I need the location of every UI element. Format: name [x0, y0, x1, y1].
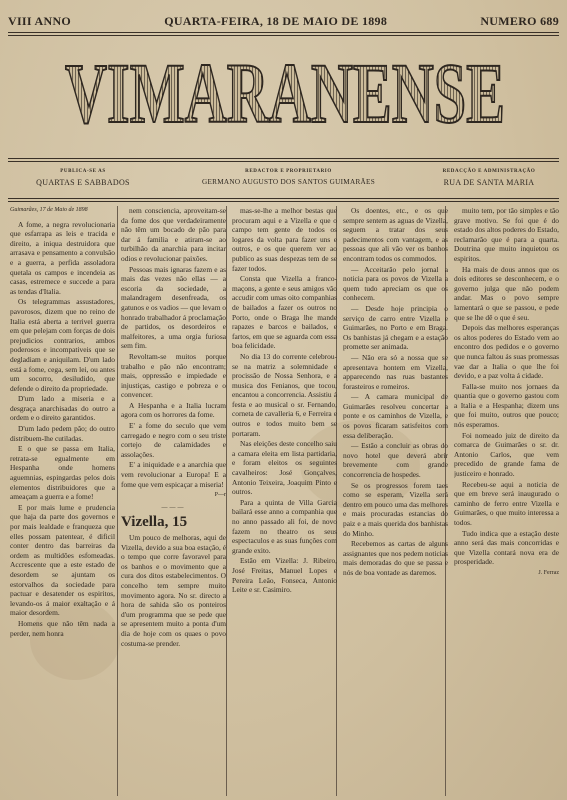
paragraph: E o que se passa em Italia, retrata-se egualmente em Hespanha onde homens aguemnias, espingardas pelos dois elementos distribuidores que a ameaçam a guerra e a fome!	[10, 444, 115, 502]
editor-label: REDACTOR E PROPRIETARIO	[245, 169, 332, 174]
paragraph: Recebemos as cartas de alguns assignantes que nos pedem noticias mais demoradas do que se passa e nós de boa vontade as daremos.	[343, 539, 448, 577]
paragraph: Foi nomeado juiz de direito da comarca de Guimarães o sr. dr. Antonio Carlos, que vem precedido de grande fama de justiceiro e honrado.	[454, 430, 559, 479]
article-dateline: Guimarães, 17 de Maio de 1898	[10, 207, 88, 213]
paragraph: Os doentes, etc., e os que sempre sentem as aguas de Vizella, seguem a tratar dos seus padecimentos com vantagem, e as pessoas que ali vão ver os banhos encontram todos os commodos.	[343, 206, 448, 263]
column-5	[454, 206, 559, 796]
header-rule	[8, 32, 559, 33]
column-2	[121, 206, 226, 796]
editor-name: GERMANO AUGUSTO DOS SANTOS GUIMARÃES	[201, 178, 376, 186]
column-3	[232, 206, 337, 796]
paragraph: Revoltam-se muitos porque trabalho e pão não encontram; mais, oppressão e impiedade e injustiças, castigo e pobreza e o convencer.	[121, 351, 226, 400]
date-line: QUARTA-FEIRA, 18 DE MAIO DE 1898	[164, 13, 388, 28]
column-3-paragraphs	[232, 206, 337, 595]
paragraph: — Desde hoje principia o serviço de carro entre Vizella e Guimarães, no Porto e em Braga. Os banhistas já chegam e a estação promette ser animada.	[343, 303, 448, 352]
section-divider: ———	[161, 504, 186, 511]
info-rule	[8, 198, 559, 199]
masthead-rule	[8, 161, 559, 162]
paragraph: A Hespanha e a Italia lucram agora com os horrores da fome.	[121, 400, 226, 420]
column-2-paragraphs	[121, 206, 226, 489]
column-4	[343, 206, 448, 796]
paragraph: E' a fome do seculo que vem carregado e negro com o seu triste cortejo de calamidades e assolações.	[121, 421, 226, 459]
office-address: RUA DE SANTA MARIA	[443, 178, 535, 187]
year-label: VIII ANNO	[8, 13, 72, 28]
paragraph: mas-se-lhe a melhor bestas que procuram aqui e a Vizella e que o campo tem gente de todos os logares da volta para fazer uns e outros, e os que querem ver ao publico as suas despezas tem de se fazer todos.	[232, 206, 337, 273]
article-columns	[10, 206, 559, 796]
publication-days: QUARTAS E SABBADOS	[36, 178, 130, 187]
masthead-rule	[8, 158, 559, 159]
publication-label: PUBLICA-SE AS	[60, 169, 106, 174]
publication-info	[8, 166, 559, 192]
paragraph: E' a iniquidade e a anarchia que vem revolucionar a Europa! E a fome que vem espicaçar a miseria!	[121, 460, 226, 489]
paragraph: nem consciencia, aproveitam-se da fome dos que verdadeiramente não têm um bocado de pão para dar á familia e atiram-se ao turbilhão da anarchia para incitar odios e revolucionar paixões.	[121, 206, 226, 263]
masthead	[60, 44, 510, 136]
paragraph: Para a quinta de Villa Garcia bailará esse anno a companhia que no anno passado ali foi, de novo fazem no theatro os seus espectaculos e as suas funções com grande exito.	[232, 497, 337, 555]
column-1-paragraphs	[10, 220, 115, 639]
paragraph: Um pouco de melhoras, aqui de Vizella, devido a sua boa estação, é o tempo que corre favoravel para os banhos e o movimento que a cura dos ditos estabelecimentos. O concelho tem sempre muito movimento agora. No sr. directo a hora de sahida são os ponteiros d'um programma que se pede que se apresentem muito a ponta d'um dia de hoje com os quaes o povo costuma-se prender.	[121, 533, 226, 648]
paragraph: Ha mais de dous annos que os dois editores se desconhecem, e o governo julga que não podem andar. Mas o povo sempre lamentará o que se passou, e pede que se lhe dê o que é seu.	[454, 264, 559, 322]
paragraph: Os telegrammas assustadores, pavorosos, dizem que no reino de Italia está aberta a terrivel guerra em que pelejam com forças de dois prejudicios contrarios, ambos poderosos e incompativeis que se degladiam e aniquilam. D'um lado está a fome, cega, sem lei, ou antes um socorro, desiludido, que defende o direito da propriedade.	[10, 297, 115, 393]
paragraph: — Estão a concluir as obras do novo hotel que deverá abrir brevemente com grande concorrencia de hospedes.	[343, 441, 448, 480]
paragraph: Nas eleições deste concelho saiu a camara eleita em lista partidaria, e foram eleitos os seguintes cavalheiros: José Gonçalves, Antonio Teixeira, Joaquim Pinto e outros.	[232, 439, 337, 497]
issue-number: NUMERO 689	[480, 13, 559, 28]
info-rule	[8, 201, 559, 202]
header-line	[8, 14, 559, 28]
paragraph: Depois das melhores esperanças os altos poderes do Estado vem ao encontro dos pedidos e o governo que nunca faltou ás suas promessas vae dar a Italia o que lhe foi devido, e a paz volta á cidade.	[454, 323, 559, 381]
vizella-heading: Vizella, 15	[121, 514, 188, 531]
paragraph: A fome, a negra revolucionaria que esfarrapa as leis e tracida e direito, a iniqua destruidora que arrasava e pensamento a convulsão e a guerra, a perfida assoladora quetala os campos e incendeia as casas, estremece e succede a para as tendas d'Italia.	[10, 219, 115, 296]
correspondent-signature: J. Ferraz	[538, 569, 559, 576]
paragraph: Homens que não têm nada a perder, nem honra	[10, 618, 115, 638]
article-signature: P—r	[214, 492, 226, 499]
vizella-paragraphs-col2	[121, 533, 226, 648]
office-label: REDACÇÃO E ADMINISTRAÇÃO	[442, 169, 536, 174]
publication-days-block	[8, 166, 158, 188]
paragraph: Falla-se muito nos jornaes da quantia que o governo gastou com a Italia e a Hespanha; dizem uns que foi muito, outros que pouco; nós esperamos.	[454, 381, 559, 430]
editor-block	[169, 166, 409, 188]
column-4-paragraphs	[343, 206, 448, 578]
paragraph: Estão em Vizella: J. Ribeiro, José Freitas, Manuel Lopes e Pereira Leão, Fonseca, Antonio Leite e sr. Casimiro.	[232, 556, 337, 595]
masthead-title-graphic	[60, 44, 510, 136]
header-rule	[8, 35, 559, 36]
paragraph: Tudo indica que a estação deste anno será das mais concorridas e que Vizella contará nova era de prosperidade.	[454, 528, 559, 567]
paragraph: Se os progressos forem taes como se esperam, Vizella será dentro em pouco uma das melhores e mais procuradas estancias do paiz e a mais querida dos banhistas do Minho.	[343, 480, 448, 538]
paragraph: — Acceitarão pelo jornal a noticia para os povos de Vizella a quem tudo apreciam os que os conhecem.	[343, 264, 448, 303]
paragraph: Recebeu-se aqui a noticia de que em breve será inaugurado o caminho de ferro entre Vizella e Guimarães, o que muito interessa a todos.	[454, 479, 559, 527]
paragraph: — Não era só a nossa que se apresentava hontem em Vizella, apparecendo nas ruas bastantes forasteiros e romeiros.	[343, 352, 448, 391]
paragraph: Consta que Vizella a franco-maçons, a gente e seus amigos vão accudir com umas oito companhias de bailados a fazer os outros no Porto, onde o Braga lhe mande rapazes e barcos e bailados, e fartos, em que se aguarda com essa boa felicidade.	[232, 274, 337, 351]
paragraph: D'um lado a miseria e a desgraça anarchisadas do outro a ordem e o direito garantidos.	[10, 394, 115, 423]
office-block	[419, 166, 559, 188]
paragraph: Pessoas mais ignaras fazem e as mais das vezes não ellas — a escoria da sociedade, a malandragem desenfreada, os gatunos e os vadios — que levam o honrado trabalhador á proclamação de partidos, os desordeiros e malfeitores, a uma orgia furiosa sem fim.	[121, 264, 226, 351]
column-5-paragraphs	[454, 206, 559, 567]
paragraph: E por mais lume e prudencia que haja da parte dos governos e por mais lealdade e franqueza que elles possam patentear, é dificil conter dentro das barreiras da ordem as multidões esfomeadas. Accrescente que a este estado de desordem se ajuntam os estorvalhos da sociedade para pactuar e desatender os espiritos, levando-os á maior exaltação e á maior desordem.	[10, 502, 115, 618]
paragraph: muito tem, por tão simples e tão grave motivo. Se foi que é do estado dos altos poderes do Estado, reclamarão que é para a quarta. Doutrina que muito inquietou os espiritos.	[454, 206, 559, 263]
paragraph: — A camara municipal de Guimarães resolveu concertar a ponte e os caminhos de Vizella, e os povos ficaram satisfeitos com essa deliberação.	[343, 392, 448, 440]
masthead-title: VIMARANENSE	[65, 45, 505, 136]
paragraph: D'um lado pedem pão; do outro distribuem-lhe cutiladas.	[10, 424, 115, 443]
paragraph: No dia 13 do corrente celebrou-se na matriz a solemnidade e procissão de Nossa Senhora, e a musica dos Fenianos, que tocou, encantou a concorrencia. Assistiu á festa e ao musical o sr. Fernando, corneta de cavalleria 6, e Ferreira e outros e todos muito bem se portaram.	[232, 351, 337, 438]
column-1	[10, 206, 115, 796]
